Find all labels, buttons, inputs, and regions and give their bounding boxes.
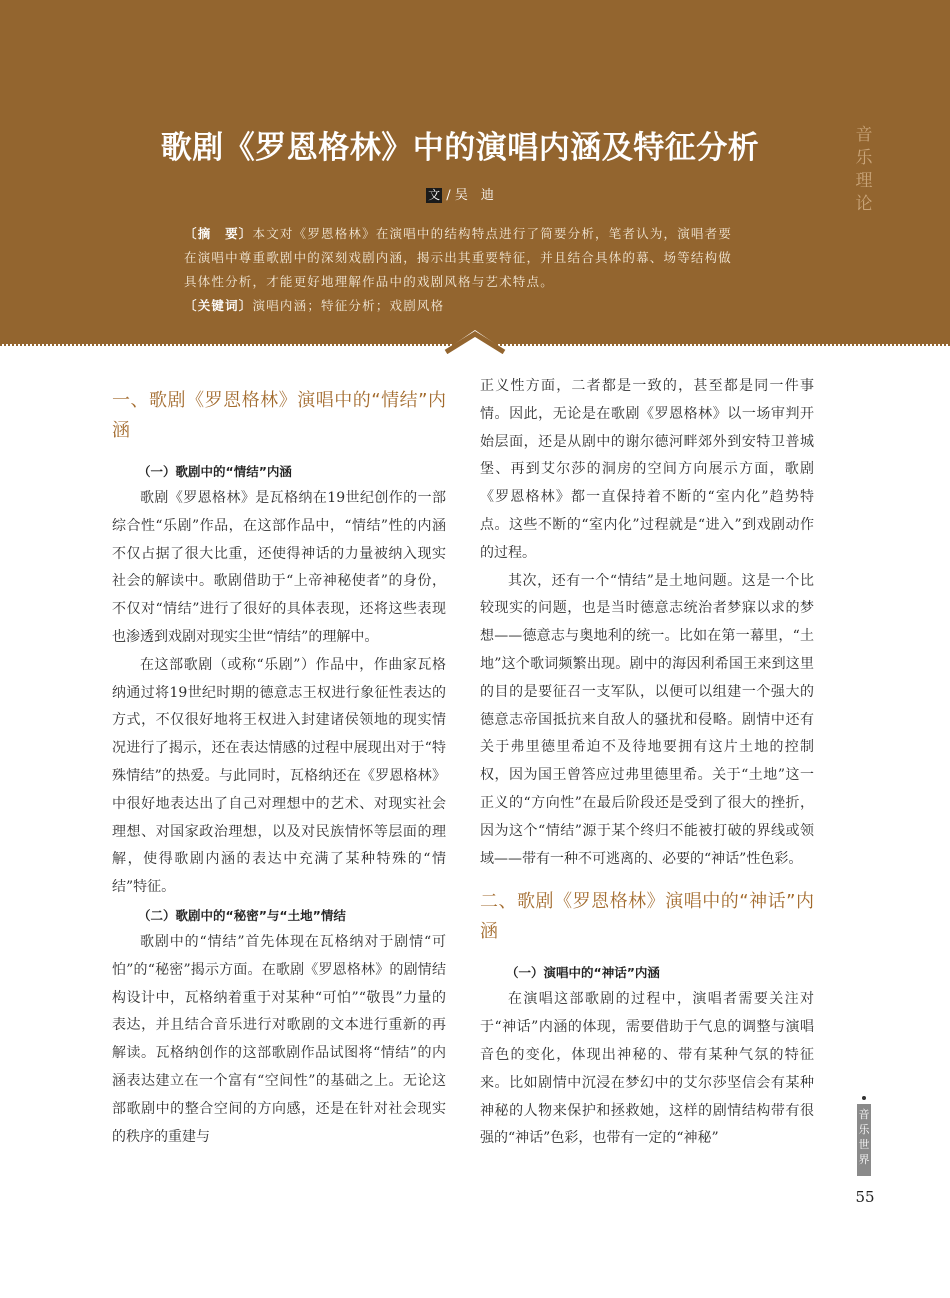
abstract-block xyxy=(184,222,744,318)
section-category-char: 论 xyxy=(855,194,873,214)
author-name: 吴 迪 xyxy=(454,188,494,203)
subsection-heading: （一）歌剧中的“情结”内涵 xyxy=(138,464,292,479)
section-heading: 一、歌剧《罗恩格林》演唱中的“情结”内涵 xyxy=(112,390,446,441)
magazine-name-tab xyxy=(857,1104,871,1176)
abstract-paragraph xyxy=(184,222,744,294)
left-column xyxy=(112,386,446,1151)
section-heading: 二、歌剧《罗恩格林》演唱中的“神话”内涵 xyxy=(480,891,814,943)
bullet-dot-icon xyxy=(862,1096,866,1100)
keywords-label: 〔关键词〕 xyxy=(184,298,253,313)
body-paragraph: 歌剧《罗恩格林》是瓦格纳在19世纪创作的一部综合性“乐剧”作品，在这部作品中，“情结”性的内涵不仅占据了很大比重，还使得神话的力量被纳入现实社会的解读中。歌剧借助于“上帝神秘使者”的身份，不仅对“情结”进行了很好的具体表现，还将这些表现也渗透到戏剧对现实尘世“情结”的理解中。 xyxy=(112,490,446,645)
article-title: 歌剧《罗恩格林》中的演唱内涵及特征分析 xyxy=(160,130,760,166)
page-number: 55 xyxy=(855,1188,875,1206)
author-prefix: 文 xyxy=(428,188,441,202)
body-paragraph: 其次，还有一个“情结”是土地问题。这是一个比较现实的问题，也是当时德意志统治者梦寐以求的梦想——德意志与奥地利的统一。比如在第一幕里，“土地”这个歌词频繁出现。剧中的海因利希国王来到这里的目的是要征召一支军队，以便可以组建一个强大的德意志帝国抵抗来自敌人的骚扰和侵略。剧情中还有关于弗里德里希迫不及待地要拥有这片土地的控制权，因为国王曾答应过弗里德里希。关于“土地”这一正义的“方向性”在最后阶段还是受到了很大的挫折，因为这个“情结”源于某个终归不能被打破的界线或领域——带有一种不可逃离的、必要的“神话”性色彩。 xyxy=(480,572,814,867)
body-paragraph: 在演唱这部歌剧的过程中，演唱者需要关注对于“神话”内涵的体现，需要借助于气息的调整与演唱音色的变化，体现出神秘的、带有某种气氛的特征来。比如剧情中沉浸在梦幻中的艾尔莎坚信会有某种神秘的人物来保护和拯救她，这样的剧情结构带有很强的“神话”色彩，也带有一定的“神秘” xyxy=(480,991,814,1147)
chevron-up-icon xyxy=(440,330,510,354)
abstract-text: 本文对《罗恩格林》在演唱中的结构特点进行了简要分析，笔者认为，演唱者要在演唱中尊重歌剧中的深刻戏剧内涵，揭示出其重要特征，并且结合具体的幕、场等结构做具体性分析，才能更好地理解作品中的戏剧风格与艺术特点。 xyxy=(184,226,733,289)
magazine-name-char: 乐 xyxy=(858,1123,870,1136)
subsection-heading: （一）演唱中的“神话”内涵 xyxy=(506,965,660,981)
abstract-label: 〔摘 要〕 xyxy=(184,226,253,241)
section-category-char: 理 xyxy=(855,171,873,191)
right-column xyxy=(480,373,814,1153)
body-paragraph: 正义性方面，二者都是一致的，甚至都是同一件事情。因此，无论是在歌剧《罗恩格林》以一场审判开始层面，还是从剧中的谢尔德河畔郊外到安特卫普城堡、再到艾尔莎的洞房的空间方向展示方面，歌剧《罗恩格林》都一直保持着不断的“室内化”趋势特点。这些不断的“室内化”过程就是“进入”到戏剧动作的过程。 xyxy=(480,378,814,561)
keywords-text: 演唱内涵；特征分析；戏剧风格 xyxy=(252,298,445,313)
section-category-char: 音 xyxy=(855,125,873,145)
body-paragraph: 在这部歌剧（或称“乐剧”）作品中，作曲家瓦格纳通过将19世纪时期的德意志王权进行象征性表达的方式，不仅很好地将王权进入封建诸侯领地的现实情况进行了揭示，还在表达情感的过程中展现出对于“特殊情结”的热爱。与此同时，瓦格纳还在《罗恩格林》中很好地表达出了自己对理想中的艺术、对现实社会理想、对国家政治理想，以及对民族情怀等层面的理解，使得歌剧内涵的表达中充满了某种特殊的“情结”特征。 xyxy=(112,656,446,896)
keywords-line xyxy=(184,294,744,318)
body-paragraph: 歌剧中的“情结”首先体现在瓦格纳对于剧情“可怕”的“秘密”揭示方面。在歌剧《罗恩格林》的剧情结构设计中，瓦格纳着重于对某种“可怕”“敬畏”力量的表达，并且结合音乐进行对歌剧的文本进行重新的再解读。瓦格纳创作的这部歌剧作品试图将“情结”的内涵表达建立在一个富有“空间性”的基础之上。无论这部歌剧中的整合空间的方向感，还是在针对社会现实的秩序的重建与 xyxy=(112,933,446,1145)
header-banner xyxy=(0,0,950,344)
author-line xyxy=(0,184,920,203)
magazine-name-char: 世 xyxy=(858,1138,870,1151)
section-category-char: 乐 xyxy=(855,148,873,168)
author-separator: / xyxy=(446,188,451,203)
section-category xyxy=(852,124,876,216)
magazine-name-char: 音 xyxy=(858,1108,870,1121)
magazine-name-char: 界 xyxy=(858,1153,870,1166)
subsection-heading: （二）歌剧中的“秘密”与“土地”情结 xyxy=(138,907,346,923)
